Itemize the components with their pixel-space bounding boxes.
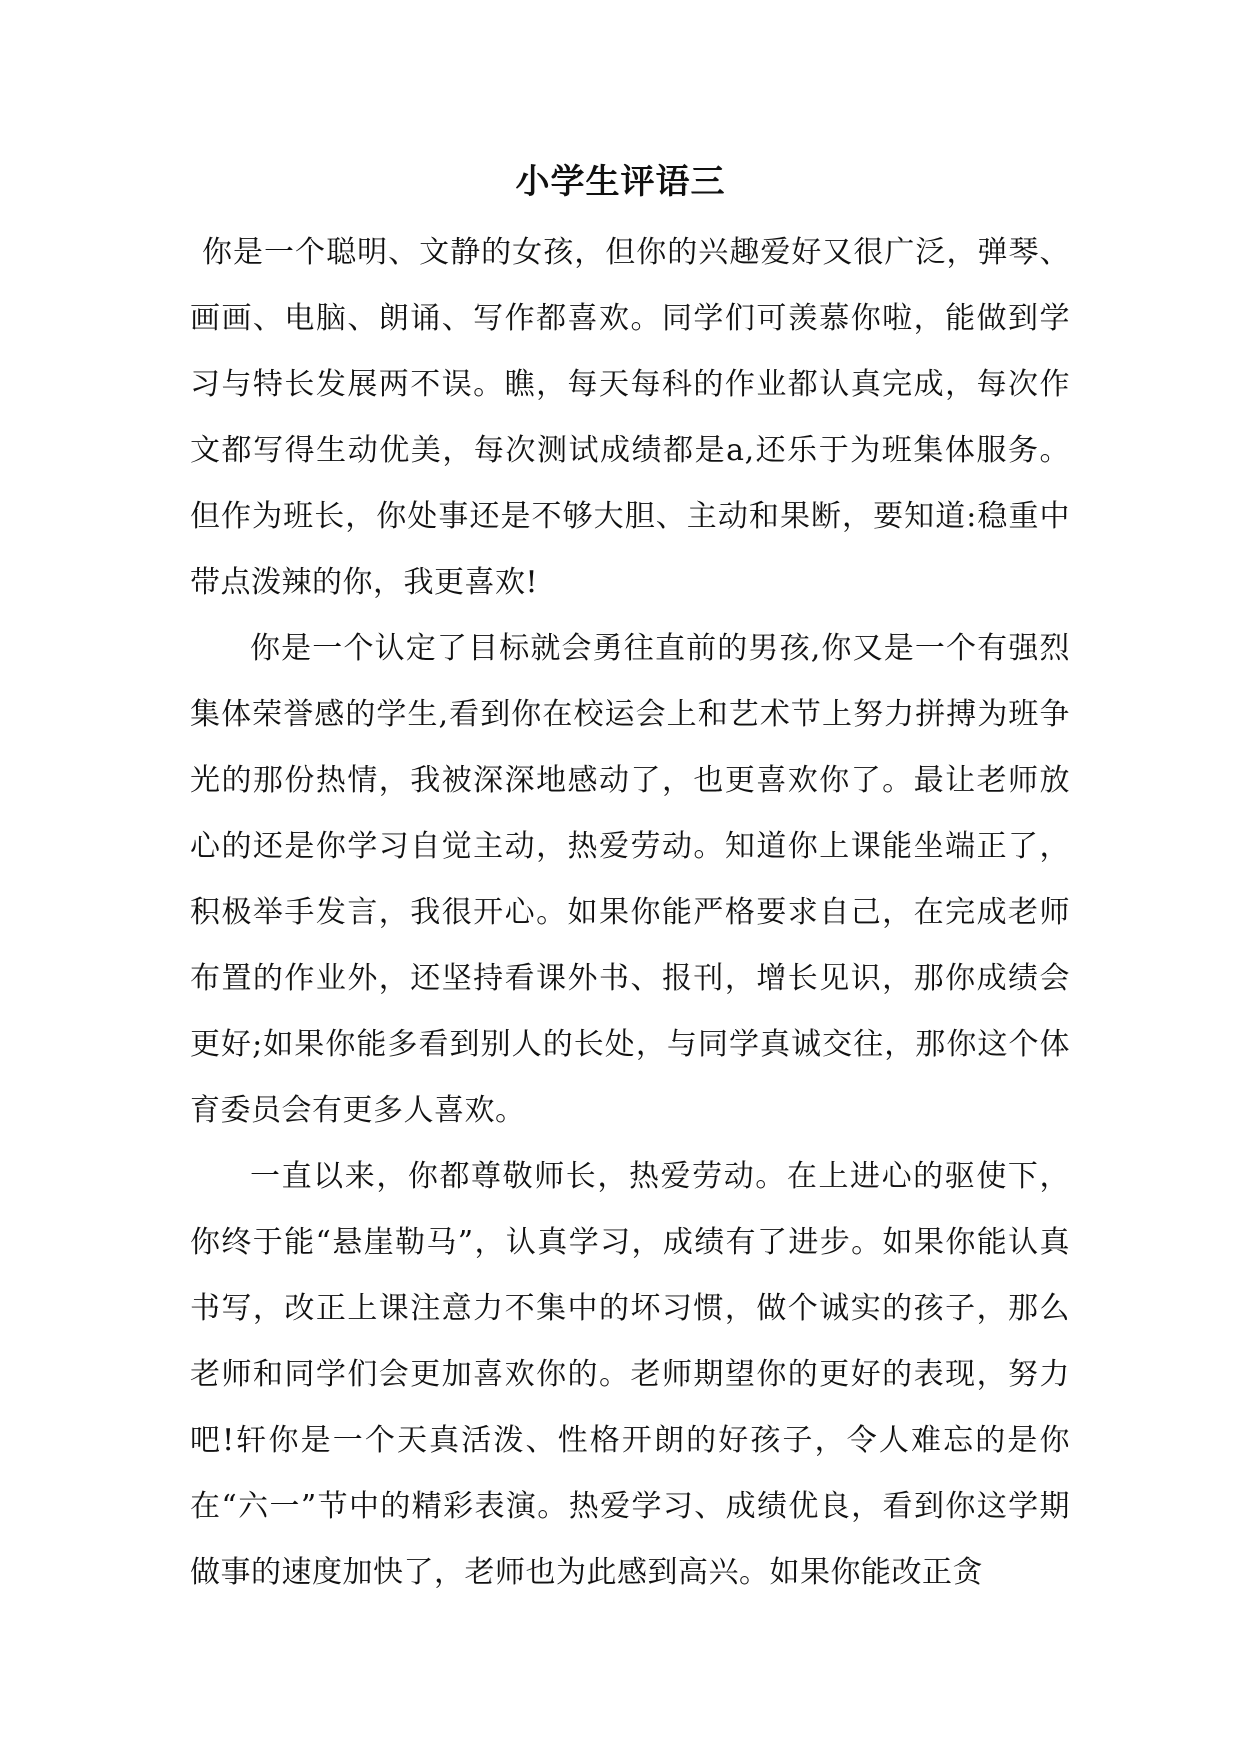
comment-paragraph-1: 你是一个聪明、文静的女孩，但你的兴趣爱好又很广泛，弹琴、画画、电脑、朗诵、写作都喜欢。同学们可羡慕你啦，能做到学习与特长发展两不误。瞧，每天每科的作业都认真完成，每次作文都写得生动优美，每次测试成绩都是a,还乐于为班集体服务。但作为班长，你处事还是不够大胆、主动和果断，要知道:稳重中带点泼辣的你，我更喜欢! [190, 235, 1070, 600]
comment-paragraph-2: 你是一个认定了目标就会勇往直前的男孩,你又是一个有强烈集体荣誉感的学生,看到你在校运会上和艺术节上努力拼搏为班争光的那份热情，我被深深地感动了，也更喜欢你了。最让老师放心的还是你学习自觉主动，热爱劳动。知道你上课能坐端正了，积极举手发言，我很开心。如果你能严格要求自己，在完成老师布置的作业外，还坚持看课外书、报刊，增长见识，那你成绩会更好;如果你能多看到别人的长处，与同学真诚交往，那你这个体育委员会有更多人喜欢。 [190, 631, 1070, 1128]
comment-paragraph-3: 一直以来，你都尊敬师长，热爱劳动。在上进心的驱使下，你终于能“悬崖勒马”，认真学习，成绩有了进步。如果你能认真书写，改正上课注意力不集中的坏习惯，做个诚实的孩子，那么老师和同学们会更加喜欢你的。老师期望你的更好的表现，努力吧!轩你是一个天真活泼、性格开朗的好孩子，令人难忘的是你在“六一”节中的精彩表演。热爱学习、成绩优良，看到你这学期做事的速度加快了，老师也为此感到高兴。如果你能改正贪 [190, 1159, 1070, 1590]
document-title: 小学生评语三 [515, 162, 726, 202]
document-body [190, 220, 1070, 1606]
